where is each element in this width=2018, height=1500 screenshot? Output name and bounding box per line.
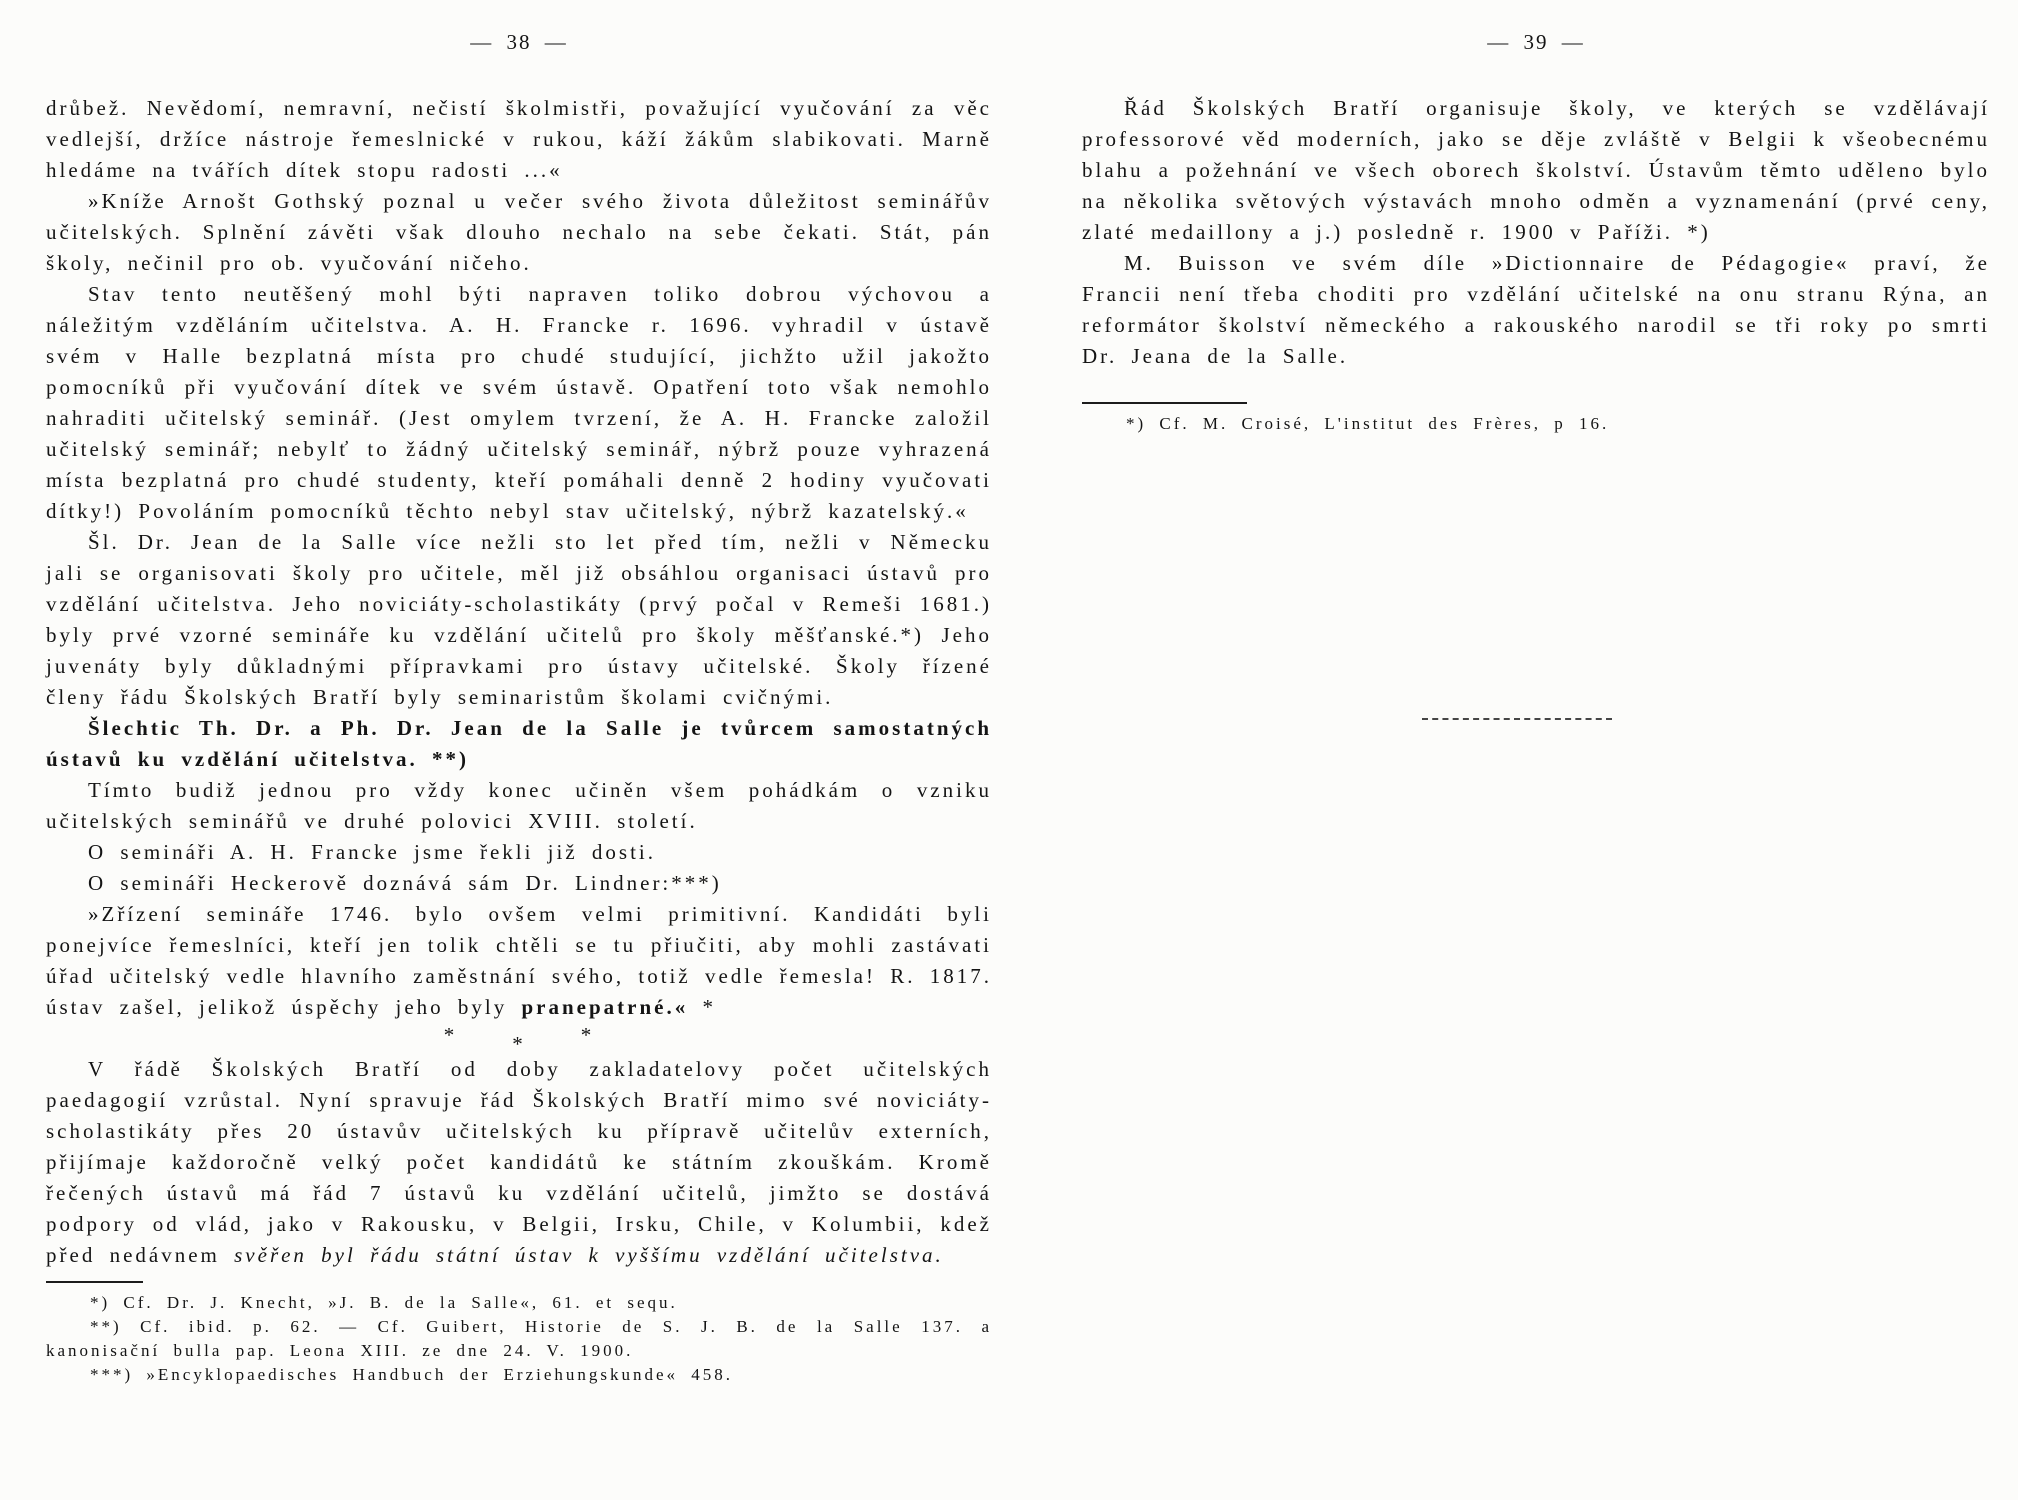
text-segment-spread: Jeho noviciáty-scholastikáty (292, 592, 623, 616)
text-segment-spread: Tímto budiž jednou pro vždy konec učiněn všem pohádkám o vzniku učitelských seminářů ve druhé polovici XVIII. století. (46, 778, 992, 833)
page-number-right: — 39 — (1487, 30, 1585, 54)
text-segment: Kandidáti byli ponejvíce řemeslníci, kteří jen tolik chtěli se tu přiučiti, aby mohli zastávati úřad učitelský vedle hlavního zaměstnání svého, totiž vedle řemesla! R. 1817. (46, 902, 993, 988)
asterisk-divider (46, 1023, 992, 1054)
text-segment: před tím, nežli v Německu jali se organisovati školy pro učitele, měl již obsáhlou organisaci ústavů pro vzdělání učitelstva. (46, 530, 993, 616)
footnotes (46, 1281, 992, 1387)
asterisk: * (580, 1023, 595, 1047)
paragraph (46, 868, 992, 899)
text-segment: Jeho juvenáty byly důkladnými přípravkami pro ústavy učitelské. Školy řízené členy řádu Školských Bratří byly seminaristům školami cvičnými. (46, 623, 993, 709)
text-segment: Šl. Dr. Jean de la Salle více nežli (88, 530, 556, 554)
text-segment: (prvý počal v Remeši 1681.) (622, 592, 992, 616)
paragraph (1082, 93, 1990, 248)
paragraph (46, 527, 992, 713)
text-segment-spread: sto let (555, 530, 637, 554)
text-segment: Stav tento neutěšený mohl býti napraven toliko dobrou výchovou a náležitým vzděláním učitelstva. A. H. Francke r. 1696. vyhradil v ústavě svém v Halle bezplatná místa pro chudé studující, jichžto užil jakožto pomocníků při vyučování dítek ve svém ústavě. (46, 282, 992, 399)
text-segment-bold: pranepatrné.« (521, 995, 689, 1019)
text-segment: »Zřízení semináře 1746. bylo ovšem (88, 902, 582, 926)
footnote: *) Cf. M. Croisé, L'institut des Frères, p 16. (1126, 414, 1610, 433)
text-segment-spread: byly prvé vzorné semináře ku vzdělání učitelů pro školy měšťanské.*) (46, 623, 925, 647)
paragraph (46, 899, 992, 1023)
paragraph (46, 186, 992, 279)
footnotes (1082, 402, 1990, 436)
text-segment-spread: ústav zašel, jelikož úspěchy jeho byly (46, 995, 522, 1019)
paragraph (1082, 248, 1990, 372)
footnote-rule (46, 1281, 143, 1283)
paragraph-spread (46, 775, 992, 837)
text-segment: V řádě Školských Bratří od doby zakladatelovy počet učitelských paedagogií vzrůstal. Nyní spravuje řád Školských Bratří mimo své noviciáty-scholastikáty přes 20 ústavův učitelských ku přípravě učitelův externích, přijímaje každoročně velký počet kandidátů ke státním zkouškám. Kromě řečených ústavů má řád 7 ústavů ku vzdělání učitelů, jimžto se dostává podpory od vlád, jako v Rakousku, v Belgii, Irsku, Chile, v Kolumbii, kdež před nedávnem (46, 1057, 992, 1267)
text-segment: nebylť to žádný učitelský seminář, nýbrž pouze vyhrazená místa bezplatná pro chudé studenty, kteří pomáhali denně 2 hodiny vyučovati dítky!) (46, 437, 992, 523)
paragraph (46, 93, 992, 186)
footnote-rule (1082, 402, 1247, 404)
text-segment-spread: Povoláním pomocníků těchto nebyl stav učitelský, nýbrž kazatelský.« (138, 499, 969, 523)
text-segment-spread: Opatření toto však nemohlo nahraditi učitelský seminář. (Jest omylem tvrzení, že A. H. Francke založil učitelský seminář; (46, 375, 992, 461)
paragraph (46, 279, 992, 527)
asterisk: * (512, 1032, 526, 1056)
text-segment: * (688, 995, 716, 1019)
paragraph (46, 837, 992, 868)
heading-paragraph (46, 713, 992, 775)
footnote: **) Cf. ibid. p. 62. — Cf. Guibert, Historie de S. J. B. de la Salle 137. a kanonisační bulla pap. Leona XIII. ze dne 24. V. 1900. (46, 1317, 992, 1360)
footnote: ***) »Encyklopaedisches Handbuch der Erziehungskunde« 458. (90, 1365, 734, 1384)
text-segment-italic: svěřen byl řádu státní ústav k vyššímu vzdělání učitelstva. (234, 1243, 944, 1267)
page-39 (1082, 30, 1990, 436)
section-divider (1422, 718, 1612, 720)
text-segment-spread: velmi primitivní. (581, 902, 791, 926)
text-segment: »Kníže Arnošt Gothský poznal u večer svého života důležitost seminářův učitelských. Splnění závěti však dlouho nechalo na sebe čekati. Stát, pán školy, nečinil pro ob. vyučování ničeho. (46, 189, 992, 275)
text-segment: drůbež. Nevědomí, nemravní, nečistí školmistři, považující vyučování za věc vedlejší, držíce nástroje řemeslnické v rukou, káží žákům slabikovati. Marně hledáme na tvářích dítek stopu radosti ...« (46, 96, 992, 182)
asterisk: * (443, 1023, 458, 1047)
text-segment: Řád Školských Bratří organisuje školy, ve kterých se vzdělávají professorové věd moderních, jako se děje zvláště v Belgii k všeobecnému blahu a požehnání ve všech oborech školství. Ústavům těmto uděleno bylo na několika světových výstavách mnoho odměn a vyznamenání (prvé ceny, zlaté medaillony a j.) posledně r. 1900 v Paříži. *) (1082, 96, 1990, 244)
page-38 (46, 30, 992, 1387)
page-number-left: — 38 — (470, 30, 568, 54)
text-segment: O semináři Heckerově doznává sám Dr. Lindner:***) (88, 871, 722, 895)
text-segment: O semináři A. H. Francke jsme řekli již dosti. (88, 840, 657, 864)
text-segment-bold: Šlechtic Th. Dr. a Ph. Dr. Jean de la Salle je tvůrcem samostatných ústavů ku vzdělání učitelstva. **) (46, 716, 992, 771)
text-segment: M. Buisson ve svém díle »Dictionnaire de Pédagogie« praví, že Francii není třeba choditi pro vzdělání učitelské na onu stranu Rýna, an reformátor školství německého a rakouského narodil se tři roky po smrti Dr. Jeana de la Salle. (1082, 251, 1990, 368)
paragraph (46, 1054, 992, 1271)
footnote: *) Cf. Dr. J. Knecht, »J. B. de la Salle«, 61. et sequ. (90, 1293, 678, 1312)
